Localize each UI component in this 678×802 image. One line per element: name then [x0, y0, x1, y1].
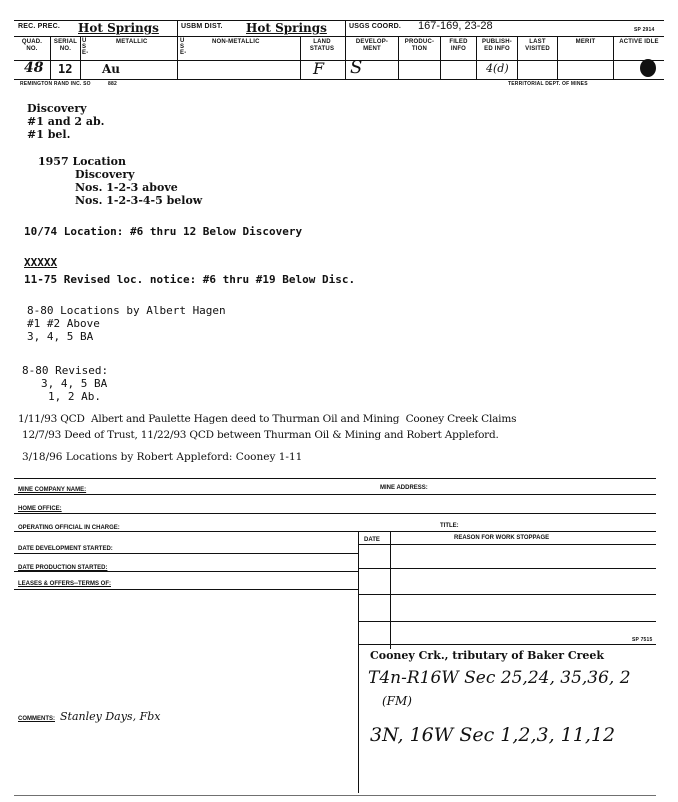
rule — [14, 795, 656, 796]
usbm-dist-label: USBM DIST. — [181, 23, 223, 30]
leases-label: LEASES & OFFERS--TERMS OF: — [18, 581, 111, 587]
rule — [80, 36, 81, 79]
usgs-coord-value: 167-169, 23-28 — [418, 20, 493, 32]
rec-prec-label: REC. PREC. — [18, 23, 61, 30]
merit-header: MERIT — [575, 39, 596, 45]
reason-column-header: REASON FOR WORK STOPPAGE — [454, 535, 550, 541]
mine-company-name-label: MINE COMPANY NAME: — [18, 487, 87, 493]
prod-started-label: DATE PRODUCTION STARTED: — [18, 565, 108, 571]
rule — [557, 36, 558, 79]
rule — [14, 79, 664, 80]
non-metallic-header: NON-METALLIC — [212, 39, 260, 45]
last-visited-header: LAST VISITED — [525, 39, 550, 52]
filed-info-header: FILED INFO — [449, 39, 468, 52]
rule — [50, 36, 51, 79]
note-line: 3, 4, 5 BA — [27, 330, 94, 343]
rec-prec-value: Hot Springs — [78, 21, 159, 35]
rule — [14, 60, 664, 61]
note-line: 1957 Location — [38, 155, 126, 168]
location-typed: Cooney Crk., tributary of Baker Creek — [370, 649, 605, 662]
printer-label: REMINGTON RAND INC. SO — [20, 81, 91, 87]
land-status-header: LAND STATUS — [309, 39, 335, 52]
dev-started-label: DATE DEVELOPMENT STARTED: — [18, 546, 113, 552]
rule — [14, 513, 656, 514]
form-number-2: SP 7515 — [632, 637, 653, 643]
land-status-value: F — [313, 59, 325, 78]
development-header: DEVELOP-MENT — [355, 39, 389, 52]
rule — [14, 553, 358, 554]
rule — [390, 531, 391, 649]
rule — [358, 544, 656, 545]
comments-value: Stanley Days, Fbx — [60, 710, 161, 723]
rule — [358, 644, 656, 645]
note-line: Nos. 1-2-3 above — [75, 181, 178, 194]
rule — [358, 568, 656, 569]
note-line: #1 #2 Above — [27, 317, 100, 330]
rule — [358, 594, 656, 595]
active-dot-icon — [640, 59, 656, 77]
note-line: Discovery — [27, 102, 87, 115]
rule — [517, 36, 518, 79]
rule — [398, 36, 399, 79]
note-line: Discovery — [75, 168, 135, 181]
non-metallic-abbrev: U S E- — [180, 38, 187, 56]
comments-label: COMMENTS: — [18, 716, 55, 722]
metallic-value: Au — [102, 62, 121, 76]
serial-no-header: SERIAL NO. — [53, 39, 78, 52]
home-office-label: HOME OFFICE: — [18, 506, 62, 512]
rule — [358, 621, 656, 622]
note-line-struck: XXXXX — [24, 256, 58, 269]
title-label: TITLE: — [440, 523, 459, 529]
usbm-dist-value: Hot Springs — [246, 21, 327, 35]
location-handwritten-2: (FM) — [382, 694, 412, 708]
rule — [345, 20, 346, 79]
note-line: 8-80 Revised: — [22, 364, 109, 377]
operating-official-label: OPERATING OFFICIAL IN CHARGE: — [18, 525, 120, 531]
rule — [14, 531, 656, 532]
note-line: 8-80 Locations by Albert Hagen — [27, 304, 226, 317]
active-idle-header: ACTIVE IDLE — [619, 39, 659, 45]
note-line: 12/7/93 Deed of Trust, 11/22/93 QCD between Thurman Oil & Mining and Robert Appleford. — [22, 429, 499, 441]
form-number: SP 2914 — [634, 27, 655, 33]
note-line: #1 bel. — [27, 128, 71, 141]
note-line: 10/74 Location: #6 thru 12 Below Discovery — [24, 225, 303, 238]
rule — [14, 478, 656, 479]
rule — [14, 36, 664, 37]
note-line: #1 and 2 ab. — [27, 115, 105, 128]
rule — [358, 531, 359, 793]
rule — [14, 589, 358, 590]
location-handwritten-1: T4n-R16W Sec 25,24, 35,36, 2 — [368, 668, 631, 688]
rule — [14, 494, 656, 495]
serial-no-value: 12 — [58, 62, 73, 76]
location-handwritten-3: 3N, 16W Sec 1,2,3, 11,12 — [370, 724, 616, 746]
dept-label: TERRITORIAL DEPT. OF MINES — [508, 81, 588, 87]
printer-code: 882 — [108, 81, 117, 87]
note-line: 1, 2 Ab. — [48, 390, 101, 403]
date-column-header: DATE — [364, 537, 380, 543]
rule — [613, 36, 614, 79]
development-value: S — [350, 57, 363, 78]
quad-no-value: 48 — [24, 60, 44, 76]
rule — [177, 20, 178, 79]
rule — [476, 36, 477, 79]
published-info-value: 4(d) — [486, 62, 509, 75]
mine-address-label: MINE ADDRESS: — [380, 485, 428, 491]
usgs-coord-label: USGS COORD. — [349, 23, 401, 30]
note-line: 1/11/93 QCD Albert and Paulette Hagen deed to Thurman Oil and Mining Cooney Creek Claims — [18, 413, 517, 425]
quad-no-header: QUAD. NO. — [21, 39, 43, 52]
note-line: 3/18/96 Locations by Robert Appleford: Cooney 1-11 — [22, 451, 303, 463]
note-line: 3, 4, 5 BA — [41, 377, 108, 390]
rule — [440, 36, 441, 79]
note-line: Nos. 1-2-3-4-5 below — [75, 194, 203, 207]
metallic-abbrev: U S E- — [82, 38, 89, 56]
note-line: 11-75 Revised loc. notice: #6 thru #19 Below Disc. — [24, 273, 356, 286]
rule — [14, 571, 358, 572]
published-info-header: PUBLISH-ED INFO — [482, 39, 512, 52]
metallic-header: METALLIC — [116, 39, 148, 45]
production-header: PRODUC-TION — [404, 39, 435, 52]
